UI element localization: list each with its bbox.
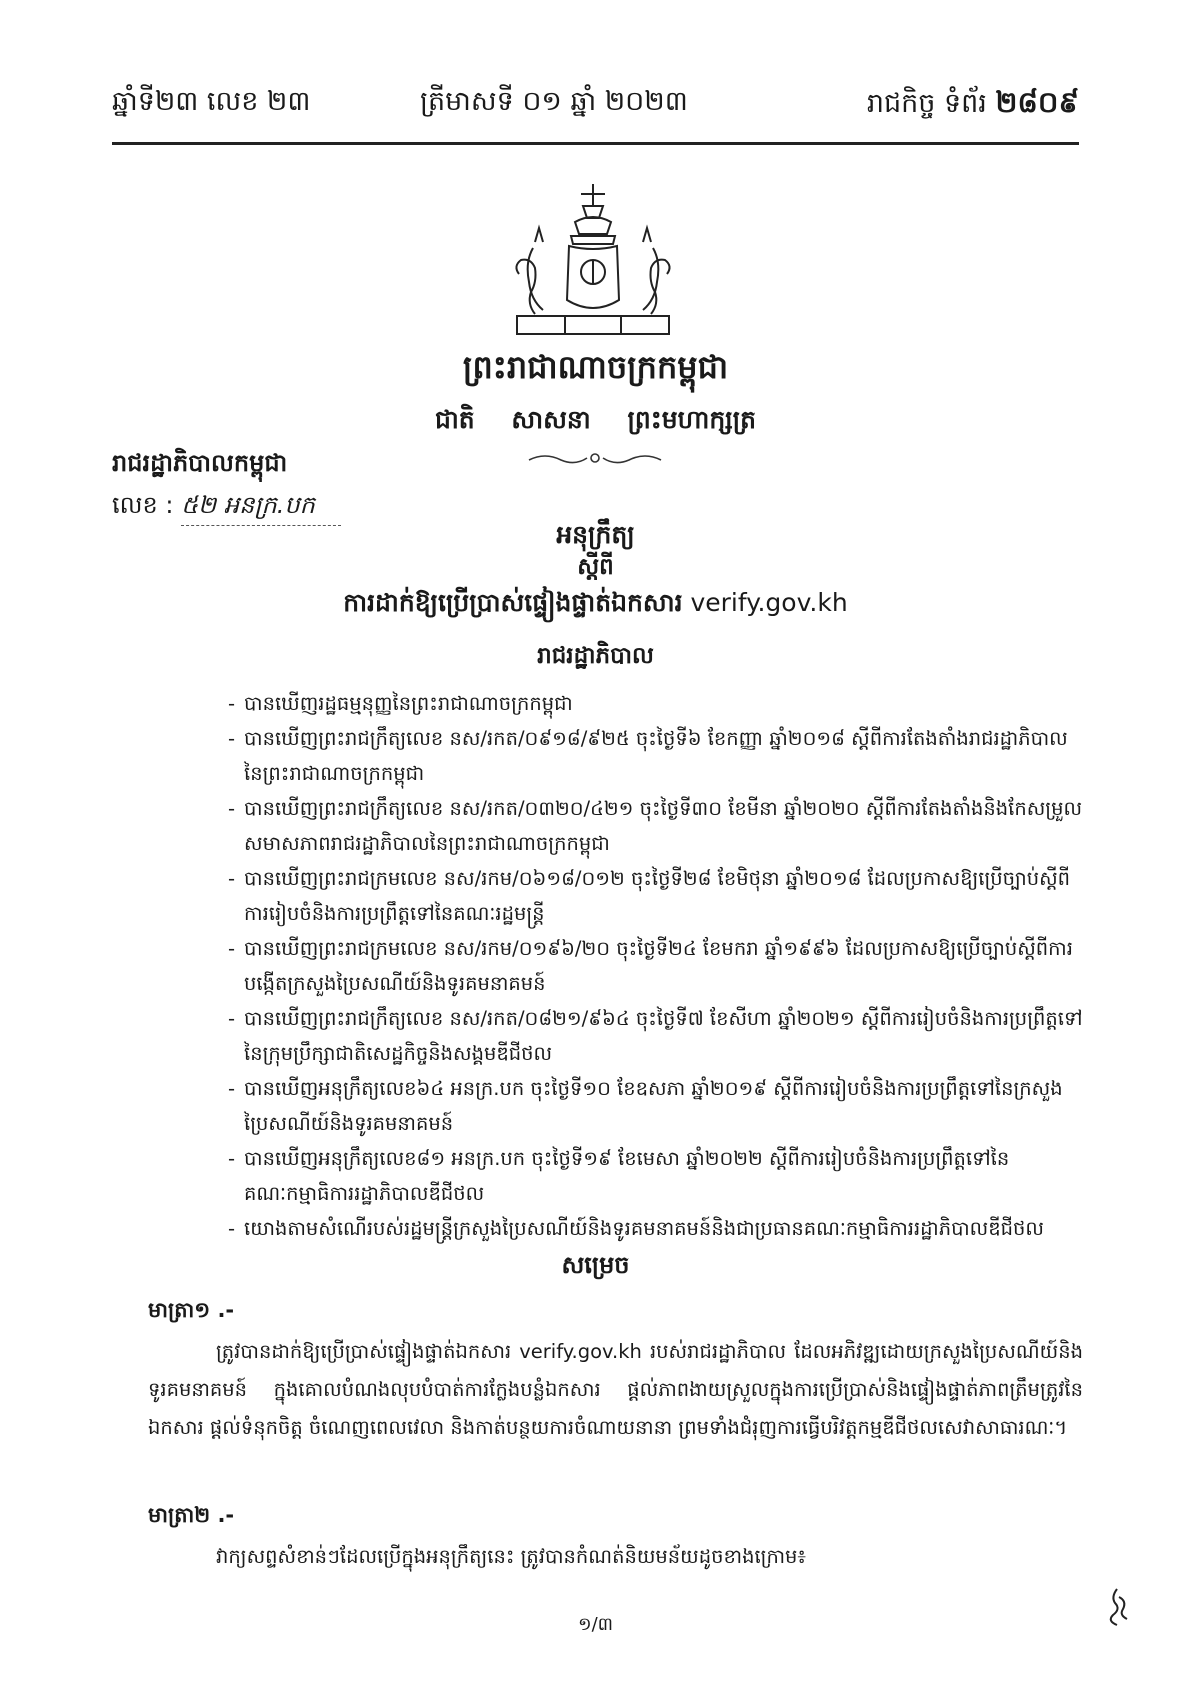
motto-king: ព្រះមហាក្សត្រ (627, 405, 757, 434)
subject-domain: verify.gov.kh (690, 588, 848, 617)
article-2-title: មាត្រា២ .- (148, 1503, 235, 1527)
document-subject (0, 588, 1191, 624)
reference-item: - បានឃើញរដ្ឋធម្មនុញ្ញនៃព្រះរាជាណាចក្រកម្ពុជា (228, 686, 1083, 721)
page-number: ១/៣ (577, 1614, 614, 1635)
reference-item: - យោងតាមសំណើរបស់រដ្ឋមន្ត្រីក្រសួងប្រៃសណីយ៍និងទូរគមនាគមន៍និងជាប្រធានគណៈកម្មាធិការរដ្ឋាភិបាលឌីជីថល (228, 1211, 1083, 1246)
ornament-divider-icon (525, 448, 665, 468)
document-type: អនុក្រឹត្យ (556, 520, 635, 549)
royal-coat-of-arms-icon (505, 182, 681, 340)
header-page (866, 85, 1079, 119)
reference-item: - បានឃើញព្រះរាជក្រមលេខ នស/រកម/០៦១៨/០១២ ចុះថ្ងៃទី២៨ ខែមិថុនា ឆ្នាំ២០១៨ ដែលប្រកាសឱ្យប្រើច្បាប់ស្តីពីការរៀបចំនិងការប្រព្រឹត្តទៅនៃគណៈរដ្ឋមន្ត្រី (228, 861, 1083, 931)
reference-item: - បានឃើញព្រះរាជក្រមលេខ នស/រកម/០១៩៦/២០ ចុះថ្ងៃទី២៤ ខែមករា ឆ្នាំ១៩៩៦ ដែលប្រកាសឱ្យប្រើច្បាប់ស្តីពីការបង្កើតក្រសួងប្រៃសណីយ៍និងទូរគមនាគមន៍ (228, 931, 1083, 1001)
header-page-number: ២៨០៩ (995, 85, 1079, 119)
national-motto (0, 405, 1191, 441)
references-list (228, 686, 1083, 1246)
article-2-text: វាក្យសព្ទសំខាន់ៗដែលប្រើក្នុងអនុក្រឹត្យនេះ ត្រូវបានកំណត់និយមន័យដូចខាងក្រោម៖ (216, 1545, 806, 1568)
article-1-text: ត្រូវបានដាក់ឱ្យប្រើប្រាស់ផ្ទៀងផ្ទាត់ឯកសារ verify.gov.kh របស់រាជរដ្ឋាភិបាល ដែលអភិវឌ្ឍដោយក្រសួងប្រៃសណីយ៍និងទូរគមនាគមន៍ ក្នុងគោលបំណងលុបបំបាត់ការក្លែងបន្លំឯកសារ ផ្តល់ភាពងាយស្រួលក្នុងការប្រើប្រាស់និងផ្ទៀងផ្ទាត់ភាពត្រឹមត្រូវនៃឯកសារ ផ្តល់ទំនុកចិត្ត ចំណេញពេលវេលា និងកាត់បន្ថយការចំណាយនានា ព្រមទាំងជំរុញការធ្វើបរិវត្តកម្មឌីជីថលសេវាសាធារណៈ។ (148, 1340, 1083, 1439)
kingdom-title: ព្រះរាជាណាចក្រកម្ពុជា (462, 348, 729, 386)
reference-item: - បានឃើញព្រះរាជក្រឹត្យលេខ នស/រកត/០៨២១/៩៦៤ ចុះថ្ងៃទី៧ ខែសីហា ឆ្នាំ២០២១ ស្តីពីការរៀបចំនិងការប្រព្រឹត្តទៅនៃក្រុមប្រឹក្សាជាតិសេដ្ឋកិច្ចនិងសង្គមឌីជីថល (228, 1001, 1083, 1071)
decision-heading: សម្រេច (561, 1251, 630, 1279)
decree-number-value: ៥២ អនក្រ.បក (181, 490, 341, 526)
header-rule (112, 142, 1079, 145)
article-1-title: មាត្រា១ .- (148, 1298, 235, 1322)
header-page-prefix: រាជកិច្ច ទំព័រ (866, 88, 996, 119)
document-about: ស្តីពី (577, 554, 614, 580)
motto-nation: ជាតិ (434, 405, 475, 434)
reference-item: - បានឃើញព្រះរាជក្រឹត្យលេខ នស/រកត/០៩១៨/៩២៥ ចុះថ្ងៃទី៦ ខែកញ្ញា ឆ្នាំ២០១៨ ស្តីពីការតែងតាំងរាជរដ្ឋាភិបាលនៃព្រះរាជាណាចក្រកម្ពុជា (228, 721, 1083, 791)
issuer-heading: រាជរដ្ឋាភិបាល (537, 643, 654, 669)
subject-khmer: ការដាក់ឱ្យប្រើប្រាស់ផ្ទៀងផ្ទាត់ឯកសារ (343, 588, 683, 617)
header-volume: ឆ្នាំទី២៣ លេខ ២៣ (112, 86, 311, 117)
government-name: រាជរដ្ឋាភិបាលកម្ពុជា (112, 449, 288, 477)
motto-religion: សាសនា (511, 405, 591, 434)
decree-number-label: លេខ : (112, 491, 174, 519)
reference-item: - បានឃើញព្រះរាជក្រឹត្យលេខ នស/រកត/០៣២០/៤២១ ចុះថ្ងៃទី៣០ ខែមីនា ឆ្នាំ២០២០ ស្តីពីការតែងតាំងនិងកែសម្រួលសមាសភាពរាជរដ្ឋាភិបាលនៃព្រះរាជាណាចក្រកម្ពុជា (228, 791, 1083, 861)
reference-item: - បានឃើញអនុក្រឹត្យលេខ៨១ អនក្រ.បក ចុះថ្ងៃទី១៩ ខែមេសា ឆ្នាំ២០២២ ស្តីពីការរៀបចំនិងការប្រព្រឹត្តទៅនៃគណៈកម្មាធិការរដ្ឋាភិបាលឌីជីថល (228, 1141, 1083, 1211)
reference-item: - បានឃើញអនុក្រឹត្យលេខ៦៤ អនក្រ.បក ចុះថ្ងៃទី១០ ខែឧសភា ឆ្នាំ២០១៩ ស្តីពីការរៀបចំនិងការប្រព្រឹត្តទៅនៃក្រសួងប្រៃសណីយ៍និងទូរគមនាគមន៍ (228, 1071, 1083, 1141)
header-quarter: ត្រីមាសទី ០១ ឆ្នាំ ២០២៣ (420, 86, 688, 117)
handwritten-initial-icon (1103, 1585, 1133, 1627)
